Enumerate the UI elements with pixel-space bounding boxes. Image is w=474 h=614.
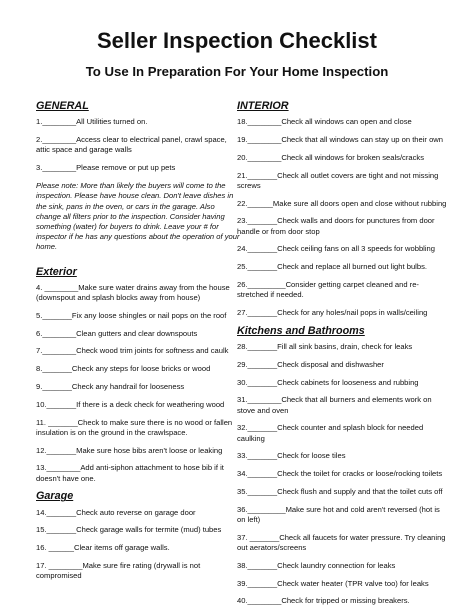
checklist-item: 8._______Check any steps for loose bricks or wood (36, 364, 211, 374)
general-list (36, 117, 240, 173)
checklist-item: 24._______Check ceiling fans on all 3 speeds for wobbling (237, 244, 435, 254)
checklist-item: 18.________Check all windows can open and close (237, 117, 412, 127)
page-subtitle: To Use In Preparation For Your Home Inspection (85, 64, 389, 79)
section-heading-exterior: Exterior (36, 265, 77, 278)
exterior-list (36, 283, 240, 484)
checklist-item: 31.________Check that all burners and elements work on stove and oven (237, 395, 432, 415)
checklist-item: 38._______Check laundry connection for leaks (237, 560, 396, 570)
checklist-item: 16. ______Clear items off garage walls. (36, 543, 170, 553)
checklist-item: 3.________Please remove or put up pets (36, 163, 176, 172)
section-heading-kitchens: Kitchens and Bathrooms (237, 324, 365, 337)
kitchens-list (237, 342, 449, 607)
checklist-item: 4. ________Make sure water drains away from the house (downspout and splash blocks away from house) (36, 282, 230, 303)
checklist-item: 26._________Consider getting carpet cleaned and re-stretched if needed. (237, 279, 419, 300)
checklist-item: 15._______Check garage walls for termite (mud) tubes (36, 525, 222, 535)
section-heading-interior: INTERIOR (237, 100, 289, 112)
checklist-item: 13.________Add anti-siphon attachment to hose bib if it doesn't have one. (36, 463, 224, 483)
checklist-item: 6.________Clean gutters and clear downspouts (36, 328, 198, 338)
checklist-item: 25._______Check and replace all burned out light bulbs. (237, 262, 427, 272)
right-column (237, 97, 449, 614)
checklist-item: 40.________Check for tripped or missing breakers. (237, 596, 410, 606)
checklist-item: 35._______Check flush and supply and that the toilet cuts off (237, 486, 443, 496)
checklist-item: 11. _______Check to make sure there is no wood or fallen insulation is on the ground in the crawlspace. (36, 417, 233, 437)
checklist-item: 30._______Check cabinets for looseness and rubbing (237, 377, 419, 387)
checklist-item: 39._______Check water heater (TPR valve too) for leaks (237, 578, 429, 588)
checklist-item: 7.________Check wood trim joints for softness and caulk (36, 346, 229, 356)
checklist-item: 33._______Check for loose tiles (237, 451, 346, 461)
checklist-item: 28._______Fill all sink basins, drain, check for leaks (237, 341, 413, 351)
checklist-item: 2.________Access clear to electrical panel, crawl space, attic space and garage walls (36, 135, 227, 155)
checklist-item: 27._______Check for any holes/nail pops in walls/ceiling (237, 307, 428, 317)
checklist-item: 37. _______Check all faucets for water pressure. Try cleaning out aerators/screens (237, 532, 446, 552)
checklist-item: 20.________Check all windows for broken seals/cracks (237, 152, 424, 162)
checklist-item: 5._______Fix any loose shingles or nail pops on the roof (36, 310, 227, 320)
checklist-item: 32._______Check counter and splash block for needed caulking (237, 423, 424, 443)
checklist-item: 34._______Check the toilet for cracks or loose/rocking toilets (237, 469, 443, 479)
left-column (36, 97, 240, 589)
garage-list (36, 508, 240, 582)
checklist-item: 22.______Make sure all doors open and close without rubbing (237, 198, 447, 208)
checklist-item: 23._______Check walls and doors for punctures from door handle or from door stop (237, 216, 435, 236)
page-title: Seller Inspection Checklist (97, 28, 377, 53)
checklist-item: 12._______Make sure hose bibs aren't loose or leaking (36, 445, 223, 455)
section-heading-garage: Garage (36, 490, 74, 503)
checklist-item: 21._______Check all outlet covers are tight and not missing screws (237, 170, 439, 190)
checklist-item: 17. ________Make sure fire rating (drywall is not compromised (36, 561, 201, 581)
interior-list (237, 117, 449, 318)
checklist-item: 14._______Check auto reverse on garage door (36, 507, 196, 517)
general-note: Please note: More than likely the buyers will come to the inspection. Please have house clean. Don't leave dishes in the sink, pans in the oven, or cars in the garage. Also change all filters prior to the inspection. Consider having something (water) for buyers to drink. Leave your # for inspector if he has any questions about the operation of your home. (36, 181, 240, 252)
section-heading-general: GENERAL (36, 100, 89, 112)
checklist-item: 9._______Check any handrail for looseness (36, 382, 185, 392)
checklist-item: 29._______Check disposal and dishwasher (237, 359, 384, 369)
checklist-item: 19.________Check that all windows can stay up on their own (237, 135, 444, 144)
checklist-item: 10._______If there is a deck check for weathering wood (36, 399, 225, 409)
checklist-item: 1.________All Utilities turned on. (36, 117, 148, 127)
checklist-item: 36._________Make sure hot and cold aren't reversed (hot is on left) (237, 504, 440, 524)
